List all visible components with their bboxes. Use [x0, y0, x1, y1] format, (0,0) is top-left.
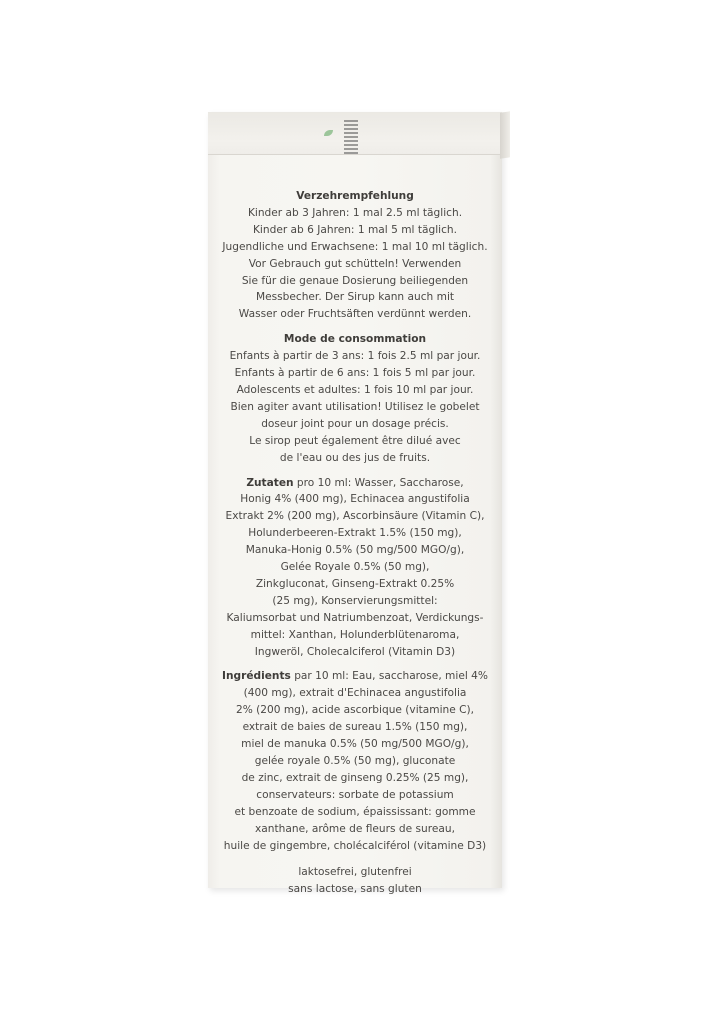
text-line: Kinder ab 6 Jahren: 1 mal 5 ml täglich.: [252, 223, 457, 236]
section-lead: Ingrédients: [222, 670, 291, 683]
box-flap: [500, 111, 510, 158]
text-line: Ingweröl, Cholecalciferol (Vitamin D3): [254, 645, 456, 658]
section-lead: Zutaten: [246, 476, 294, 489]
text-line: mittel: Xanthan, Holunderblütenaroma,: [250, 628, 460, 641]
text-line: doseur joint pour un dosage précis.: [261, 417, 449, 430]
text-line: Zinkgluconat, Ginseng-Extrakt 0.25%: [255, 577, 455, 590]
dietary-line: sans lactose, sans gluten: [288, 883, 422, 896]
leaf-icon: [324, 130, 333, 136]
text-line: de l'eau ou des jus de fruits.: [279, 451, 431, 464]
text-line: Jugendliche und Erwachsene: 1 mal 10 ml täglich.: [222, 240, 488, 253]
section-zutaten: [220, 475, 490, 661]
section-mode-de-consommation: [220, 331, 490, 466]
text-line: xanthane, arôme de fleurs de sureau,: [255, 822, 455, 835]
text-line: Honig 4% (400 mg), Echinacea angustifolia: [240, 493, 470, 506]
text-line: Manuka-Honig 0.5% (50 mg/500 MGO/g),: [245, 544, 465, 557]
text-run: par 10 ml: Eau, saccharose, miel 4%: [290, 670, 488, 683]
text-line: Bien agiter avant utilisation! Utilisez le gobelet: [230, 400, 480, 413]
text-line: Adolescents et adultes: 1 fois 10 ml par jour.: [236, 383, 474, 396]
text-line: Holunderbeeren-Extrakt 1.5% (150 mg),: [248, 527, 462, 540]
text-line: Enfants à partir de 3 ans: 1 fois 2.5 ml par jour.: [229, 350, 481, 363]
section-dietary-info: [220, 864, 490, 898]
text-line: Gelée Royale 0.5% (50 mg),: [280, 561, 430, 574]
dietary-line: laktosefrei, glutenfrei: [298, 866, 412, 879]
text-line: conservateurs: sorbate de potassium: [256, 788, 454, 801]
text-run: pro 10 ml: Wasser, Saccharose,: [293, 476, 464, 489]
text-line: miel de manuka 0.5% (50 mg/500 MGO/g),: [241, 738, 469, 751]
text-line: Kinder ab 3 Jahren: 1 mal 2.5 ml täglich.: [247, 206, 463, 219]
ingredients-first-line: [220, 668, 490, 685]
text-line: Sie für die genaue Dosierung beiliegenden: [241, 274, 469, 287]
text-line: Extrakt 2% (200 mg), Ascorbinsäure (Vitamin C),: [225, 510, 485, 523]
text-line: Le sirop peut également être dilué avec: [249, 434, 461, 447]
text-line: Enfants à partir de 6 ans: 1 fois 5 ml par jour.: [234, 367, 476, 380]
section-heading: Mode de consommation: [283, 333, 427, 346]
ingredients-first-line: [220, 475, 490, 492]
text-line: Messbecher. Der Sirup kann auch mit: [255, 291, 455, 304]
text-line: et benzoate de sodium, épaississant: gomme: [234, 805, 476, 818]
brand-logo: [324, 120, 362, 154]
brand-wordmark: [344, 120, 358, 154]
text-line: gelée royale 0.5% (50 mg), gluconate: [254, 755, 456, 767]
text-line: (25 mg), Konservierungsmittel:: [272, 594, 438, 607]
text-line: de zinc, extrait de ginseng 0.25% (25 mg),: [241, 771, 469, 784]
label-text-block: [220, 188, 490, 906]
text-line: 2% (200 mg), acide ascorbique (vitamine C),: [235, 704, 475, 717]
text-line: Vor Gebrauch gut schütteln! Verwenden: [248, 257, 462, 270]
text-line: extrait de baies de sureau 1.5% (150 mg),: [242, 721, 468, 734]
text-line: huile de gingembre, cholécalciférol (vitamine D3): [223, 839, 487, 852]
text-line: Kaliumsorbat und Natriumbenzoat, Verdickungs-: [226, 611, 484, 624]
section-ingredients: [220, 668, 490, 854]
section-verzehrempfehlung: [220, 188, 490, 323]
text-line: Wasser oder Fruchtsäften verdünnt werden.: [238, 308, 472, 321]
section-heading: Verzehrempfehlung: [296, 190, 414, 202]
product-box-side-panel: [208, 112, 502, 896]
text-line: (400 mg), extrait d'Echinacea angustifolia: [243, 687, 467, 700]
